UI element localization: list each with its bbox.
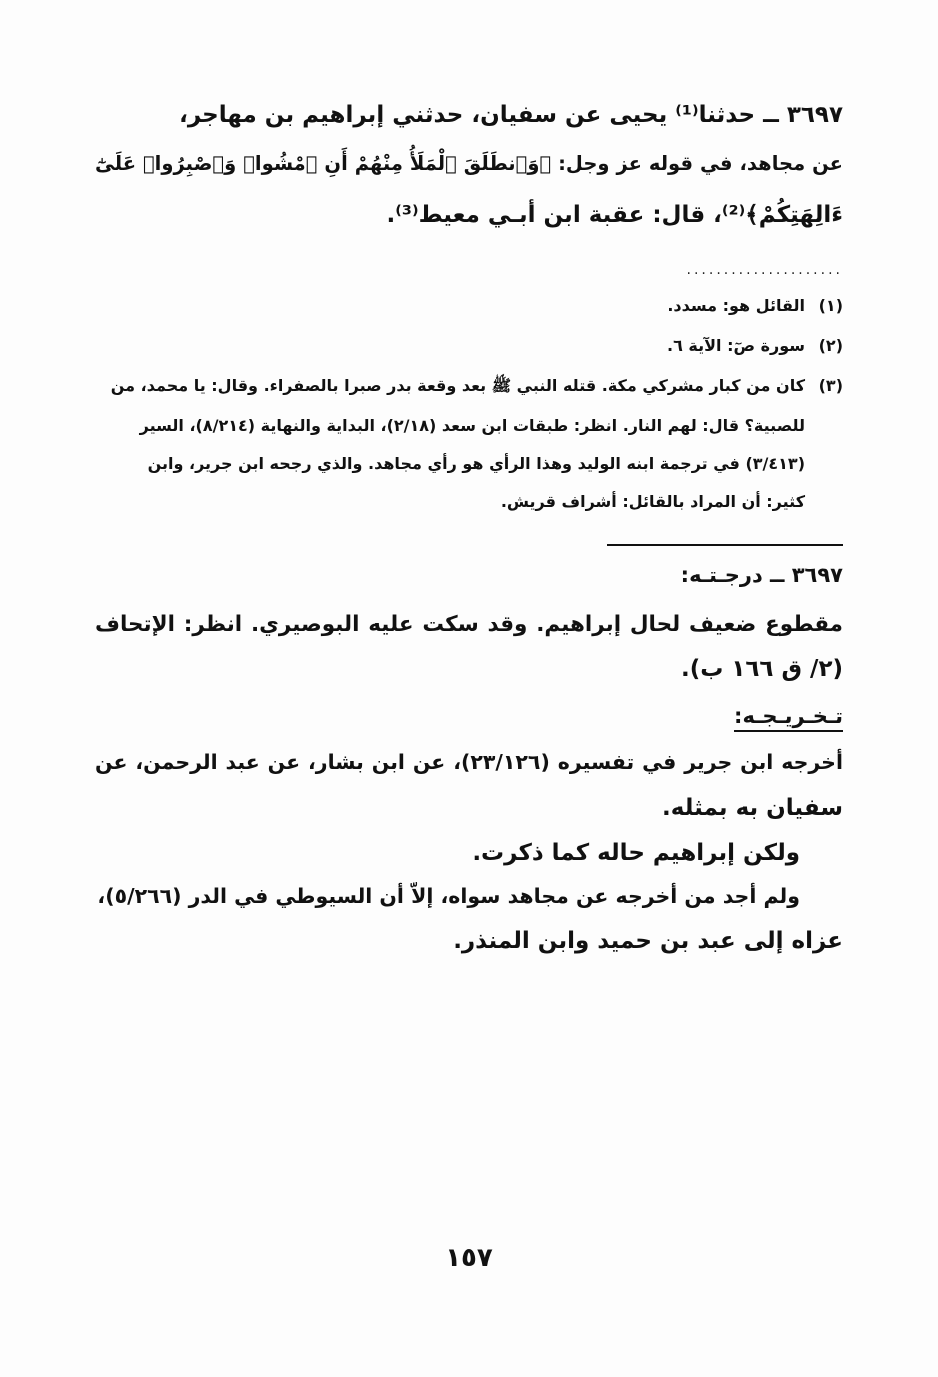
takhrij-heading [95, 704, 843, 728]
takhrij-line: ولم أجد من أخرجه عن مجاهد سواه، إلاّ أن السيوطي في الدر (٥/٢٦٦)، [97, 884, 800, 908]
takhrij-line: أخرجه ابن جرير في تفسيره (٢٣/١٢٦)، عن ابن بشار، عن عبد الرحمن، عن [95, 750, 843, 774]
footnote-text: كان من كبار مشركي مكة. قتله النبي ﷺ بعد وقعة بدر صبرا بالصفراء. وقال: يا محمد، من [110, 376, 805, 395]
footnote [95, 376, 843, 399]
takhrij-line: ولكن إبراهيم حاله كما ذكرت. [472, 840, 800, 866]
hadith-line: ءَالِهَتِكُمْ﴾⁽²⁾، قال: عقبة ابن أبـي معيط⁽³⁾. [386, 202, 843, 228]
hadith-line: ٣٦٩٧ ــ حدثنا⁽¹⁾ يحيى عن سفيان، حدثني إبراهيم بن مهاجر، [179, 102, 843, 128]
footnote-number: (٣) [818, 376, 843, 395]
page-number: ١٥٧ [445, 1243, 493, 1273]
section-divider [607, 544, 843, 546]
footnote [95, 296, 843, 315]
takhrij-line: سفيان به بمثله. [662, 795, 843, 821]
footnote [95, 336, 843, 355]
footnote-text: سورة صٓ: الآية ٦. [666, 336, 805, 355]
footnote-text: القائل هو: مسدد. [667, 296, 805, 315]
grading-heading: ٣٦٩٧ ــ درجـتـه: [680, 563, 843, 587]
footnote-text: (٣/٤١٣) في ترجمة ابنه الوليد وهذا الرأي هو رأي مجاهد. والذي رجحه ابن جرير، وابن [147, 454, 805, 473]
footnote-separator: ..................... [686, 262, 843, 278]
footnote-text: كثير: أن المراد بالقائل: أشراف قريش. [500, 492, 805, 511]
grading-line: (٢/ ق ١٦٦ ب). [680, 656, 843, 682]
takhrij-heading-text: تـخـريـجـه: [734, 704, 843, 732]
footnote-number: (٢) [818, 336, 843, 355]
footnote-number: (١) [818, 296, 843, 315]
hadith-line: عن مجاهد، في قوله عز وجل: ﴿وَٱنطَلَقَ ٱلْمَلَأُ مِنْهُمْ أَنِ ٱمْشُوا۟ وَٱصْبِرُوا۟ عَلَىٰٓ [95, 152, 843, 175]
footnote-text: للصبية؟ قال: لهم النار. انظر: طبقات ابن سعد (٢/١٨)، البداية والنهاية (٨/٢١٤)، السير [139, 416, 805, 435]
takhrij-line: عزاه إلى عبد بن حميد وابن المنذر. [453, 928, 843, 954]
grading-line: مقطوع ضعيف لحال إبراهيم. وقد سكت عليه البوصيري. انظر: الإتحاف [95, 612, 843, 637]
